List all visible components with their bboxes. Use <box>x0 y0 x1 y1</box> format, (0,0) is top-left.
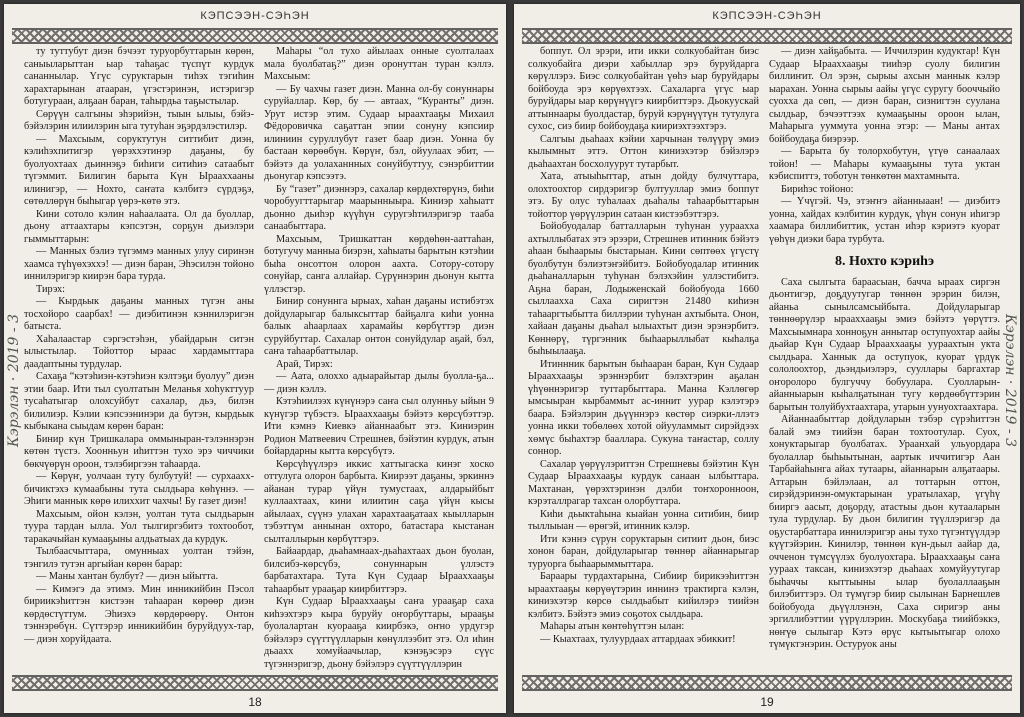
margin-handwritten-note: Кэрэлэн · 2019 - 3 <box>1002 314 1018 447</box>
paragraph: Саха сылгыта бараасыан, бачча ыраах сиргэн дьонтигэр, доҕдуутугар төннөн эрэрин билэн, айаньа сынылсамсыйбыта. Дойдуларыгар төннөөрүлэр ырааххааҕы эмиэ бэйэтэ үөрүттэ. Махсыымнара хонноҕун аннытар оступуохтар аайы дьайар Күн Судаар Ырааххааҕы уураахтын укта сылдьара. Ханнык да оступуок, куорат үрдүк сололоохтор, дьэндьиэлэрэ, сууллары баргахтар оҥоролоро булгуччу бобуулара. Суолларын-айанныарын кыһалҕатынан тугу көрдөөбүттэрин барытын толуйбухтаахтара, утарын уунуохтаахтара. <box>769 276 1000 413</box>
paragraph: Айаннаабыттар дойдуларын тэбэр сүрэһиттэн балай эмэ тиийэн баран тохтоотулар. Суох, хонуктарыгар буолбатах. Ураанхай ульуордара буолаллар быһыытынан, аартык иччитигэр Аан Тарбайаһынга айах тутаары, айаннарын алҕатаары. Аттарын бэйлэлаан, ал тоттарын оттон, сирэйдэринэн-омуктарынан уратылахар, үгүһү бииргэ аасыт, доҕорду, атастыы дьон кутааларын тула турдулар. Бу дьон билигин түүллэригэр да оҕустарбаттара иннилэригэр аны тухо түгэнтүүлдэр күүтэйэрин. Кинилэр, төннөн күн-дьыл аайар да, очченон түмсүүлэх буолуохтара. Ырааххааҕы саҥа уураах таксан, киниэхэтэр дьаһаах хомуйуутугар быһаччы кыттыыны ылар буолаллааҕын билэбиттэрэ. Ол түмүгэр биир сылынан Барнешлев бойобуода дьүүллэнэн, Саха сиригэр аны эргиллибэттии үүрүллэрин. Москубаҕа тиийбэккэ, нөҥүө сылыгар Кэтэ өрүс кытыытыгар олохо түмүктэнэрин. Остуруок аны <box>769 414 1000 650</box>
paragraph: Күн Судаар Ырааххааҕы саҥа урааҕар саха киһээхтэрэ кыра буруйу оҥорбуттары, ырааҕы буолалартан куорааҕа киирбэкэ, оҥно урдугэр бэйэлэрэ сүүттүүлларын көнүллээбит этэ. Ол иһин дьаахх хомуйаачылар, кэнэҕэсэрэ сүүс түгэннэригэр, дьону бэйэлэрэ сүүттүүллэрин <box>264 596 494 670</box>
text-columns <box>24 46 494 677</box>
running-head: КЭПСЭЭН-СЭҺЭН <box>712 10 822 22</box>
paragraph: Сахаҕа “кэтэһиэн-кэтэһиэн кэлтэҕи буолуу” диэн этии баар. Ити тыл суолтатын Меланья хоһукттуур тусаһатыгар олохсуйбут сахалар, дьэ, билэн билилиэр. Кэлии кэпсээнинэри да бутэн, кырдьык кыбыкана сыыдам көрөн баран: <box>24 371 254 432</box>
paragraph: Сахалар үөрүүлэриттэн Стрешневы бэйэтин Күн Судаар Ырааххааҕы курдук санаан ылбыттара. Махтанан, үөрэхтэринэн дэлби тоҥхоронноон, кэрэталлрагар тахсан олорбуттара. <box>528 458 759 507</box>
paragraph: Салгыы дьаһаах кэйии харчынан төлүүрү эмиэ кылымныт эттэ. Оттон киниэхэтэр бэйэлэрэ дьаһаахтан босхолуурут тутарбыт. <box>528 133 759 170</box>
paragraph: — Барыта бу толорхобутун, үтүө санаалаах тойон! — Маһары кумааҕыны тута уктан кэбиспиттэ, тоботун төнкөтөн махтамныта. <box>769 146 1000 182</box>
paragraph: Ити кэннэ сүрун соруктарын ситиит дьон, биэс хонон баран, дойдуларыгар төннөр айаннарыгар туруорга быһаарыммыттара. <box>528 533 759 570</box>
paragraph: Махсыым, ойон кэлэн, уолтан тута сылдьарын туура тардан ылла. Уол тылгиргэбитэ тохтообот, таракачыйан кумааҕыны алдьатыах да курдук. <box>24 508 254 545</box>
paragraph: — Үчүгэй. Чэ, этэҥҥэ айанныаан! — диэбитэ уонна, хайдах кэлбитин курдук, үһүн сонун иһигэр хаамара биллибиттик, устан иһэр кэриэтэ куорат үөһүн диэки бара турбута. <box>769 196 1000 245</box>
text-columns <box>528 46 1000 677</box>
text-column <box>769 46 1000 677</box>
paragraph: Кини сотоло кэлин наһаалаата. Ол да буоллар, дьону аттаахтары кэпсэтэн, сорҕун дьиэлэри гыммыттарын: <box>24 208 254 245</box>
top-ornament-border <box>522 28 1012 44</box>
paragraph: ту туттубут диэн бэчээт туруорбуттарын көрөн, саныыларыттан ыар таһаҕас түспүт курдук сананнылар. Үгүс суруктарын тиһэх тэгиһин харахтарынан атааран, үгэстэринэн, истэригэр ботугураан, алҕаан баран, таһырдьа таҕыстылар. <box>24 46 254 107</box>
paragraph: Хата, атыыһыттар, атын дойду булчуттара, олохтоохтор сирдэригэр бултууллар эмиэ боппут этэ. Бу олус туһалаах дьаһалы таһаарбыттарын тойоттор үөрүүлэрин сатаан кистээбэттэрэ. <box>528 171 759 220</box>
paragraph: Бу “газет” диэннэрэ, сахалар көрдөхтөрүнэ, биһи чоробуугттарыгар маарынныыра. Киниэр хаһыатт дьонно дьиһэр күүһүн суругэһтилэригэр тааба санаабыттара. <box>264 183 494 232</box>
paragraph: Бараары турдахтарына, Сибиир бирикээһиттэн ыраахтааҕы көрүөүтэрин иннинэ трактирга кэлэн, киниэхэтэр көрсө сылдьабыт кийилэрэ тиийэн кэлбитэ. Бэйэтэ эмиэ соҕотох сылдьара. <box>528 571 759 620</box>
text-column <box>24 46 254 677</box>
text-column <box>264 46 494 677</box>
paragraph: — Бу чахчы газет диэн. Манна ол-бу сонуннары суруйаллар. Көр, бу — автаах, “Куранты” диэн. Урут истэр этим. Судаар ыраахтааҕы Михаил Фёдоровичка саҕаттан эпии сонуну кэпсиир илиниин суруллубут газет баар диэн. Уонна бу бастаан көрөөбүн. Көрүҥ, бэл, ойуулаах эбит, — бэйэтэ да уолаханнных сонуйбуттуу, сэнэрбиттии дьонугар кэпсээтэ. <box>264 83 494 182</box>
paragraph: — диэн хайҕабыта. — Иччилэрин кудуктар! Күн Судаар Ырааххааҕы тииһэр суолу билигин биллиҥит. Ол эрэн, сырыы ахсын маннык кэлэр ыарахан. Уонна сырыы аайы үгүс суругу бооччыйо суохха да сөп, — диэн баран, сизнигтэн суулана сылдьар, бэчээттээх кумааҕыны ороон ылан, Маһарыга ууммута уонна этэр: — Маны антах бойбоудаҕа биэрээр. <box>769 46 1000 145</box>
page-number: 18 <box>248 695 262 709</box>
paragraph: Маһары атын көнтөһүттэн ылан: <box>540 621 685 632</box>
paragraph: — Кыахтаах, тулуурдаах аттардаах эбиккит! <box>540 633 736 645</box>
paragraph: Көрсүһүүлэрэ иккис хаттыгаска кинэг хоско оттулуга олорон барбыта. Киирээт даҕаны, эркиннэ айанан турар үйүн тумустаах, алдарыйбыт куллаахтаах, кини илиитин саҕа үйүн кысы айылаах, сүүнэ улахан харахтааҕатаах кыылларын тэбэттүм аннынан охторо, батастара кыстанан сылталлырын көрбүттэрэ. <box>264 458 494 545</box>
paragraph: Маһары “ол тухо айылаах онные суолталаах мала буолбатаҕ?” диэн оронуттан туран кэллэ. Махсыым: <box>264 46 494 82</box>
running-head: КЭПСЭЭН-СЭҺЭН <box>200 10 310 22</box>
paragraph: — Көрүҥ, уолчаан туту булбутуй! — сурхаахх-бичиктэхэ кумаабыны тута сылдьара көһүннэ. — Эһиги маннык көрө илиххит чахчы! Бу газет диэн! <box>24 471 254 507</box>
text-column <box>528 46 759 677</box>
paragraph: Бинир сонуннга ырыах, хаһан даҕаны истибэтэх дойдуларыгар балыксыттар байҕалга киһи уонна балык аһаарлаах харамайы көрбүттэр диэн суруйбуттар. Сахалар онтон сонуйдулар аҕай, бэл, саҥа таһаарбаттылар. <box>264 296 494 357</box>
top-ornament-border <box>12 28 498 44</box>
paragraph: боппут. Ол эрэри, ити икки солкуобайтан биэс солкуобайга диэри хабыллар эрэ буруйдарга көрүллэрэ. Биэс солкуобайтан үөһэ ыар буруйдары бойбоуда эрэ көрүөхтээх. Сахаларга үгүс ыар буруйдары ыар көрүнүүгэ киирбиттэрэ. Дьокуускай аттыннаары буолдастар, буруй кэрүнүүтүн тутулуга сухос, сиэ биир бойбоудаҕа киириэхтээхтэрэ. <box>528 46 759 132</box>
paragraph: Тылбаасчыттара, омунныах уолтан тэйэн, тэнгилэ тутэн аргыйан көрөн барар: <box>24 546 254 570</box>
paragraph: Тирэх: <box>36 283 65 295</box>
paragraph: Бинир күн Тришкалара оммыныран-тэлэннэрэн көтөн түстэ. Хоонньун иһиттэн тухо эрэ чиччики бөкчүөрүн ороон, тэлэбиргээн таһаарда. <box>24 433 254 470</box>
paragraph: — Кимэгэ да этимэ. Мин инникийбин Пэсол бириикэһиттэн кистээн таһааран көрөөр диэн көрдөстүттум. Эһиэхэ көрдөрөөрү. Онтон тэннэрөбүн. Сүттэрэр инникийбин буруйдуух-тар, — диэн хоруйдаата. <box>24 583 254 645</box>
margin-handwritten-note: Кэрэлэн · 2019 - 3 <box>6 314 22 447</box>
paragraph: Байаардар, дьаһамнаах-дьаһахтаах дьон буолан, билсибэ-көрсүбэ, сонуннарын үллэстэ барбатахтара. Тута Күн Судаар Ырааххааҕы таһаарбыт урааҕар киирбиттэрэ. <box>264 546 494 595</box>
paragraph: — Кырдьык даҕаны манных түгэн аны тосхойоро саарбах! — диэбитинэн кэннилэригэн батыста. <box>24 296 254 332</box>
paragraph: — Махсыым, соруктутун ситтибит диэн, кэлиһэхпитигэр үөрэххэтинэр даҕаны, бу буолуохтаах дьиннэҕэ биһиги ситиһиэ сатаабыт түгэммит. Билигин барыта Күн Ырааххааны илинигэр, — Нохто, саҥата кэлбитэ сүрдэҕэ, сөтөллөрүн быһыгар үөрэ-көтө этэ. <box>24 133 254 207</box>
page-number: 19 <box>760 695 774 709</box>
paragraph: Бириһэс тойоно: <box>781 183 854 195</box>
paragraph: Бойобуодалар батталларын туһунан уураахха ахтыллыбатах этэ эрээри, Стрешнев итинник бэйэтэ аһаан быһаарыы быстарыан. Кини сөптөөх үгүстү буолбутун бэлиэтэҥэйбитэ. Бойобуодалар итинник дьаһаналларын туһунан бэлэхэйин уллэстибитэ. Аҕна баран, Лодыженскай бойобуода 1660 сыллаахха Саха сиригтэн 21480 киһиэн таһааргтыбытта биллэрии туһунан ахтыбыта. Онон, хайаан даҕаны дьаһал ылыахтыт диэн эрэнэрбитэ. Көннөрү, түргэнник быһаарыллыбат кыһалҕа быһыылааҕа. <box>528 221 759 357</box>
right-page <box>514 4 1020 713</box>
paragraph: — Маны хантан булбут? — диэн ыйытта. <box>36 571 219 582</box>
paragraph: Хаһалаастар сэргэстэһэн, убайдарын ситэн ылыстылар. Тойоттор ыраас хардамыттара даадаптыны турдулар. <box>24 333 254 370</box>
paragraph: Араӣ, Тирэх: <box>276 358 333 370</box>
bottom-ornament-border <box>12 675 498 691</box>
paragraph: — Манных бэлиэ түгэммэ манных улуу сиринэн хаамса түһүөхэххэ! — диэн баран, Эһэсилэн тойоно иннилэригэр киирэн бара турда. <box>24 246 254 282</box>
chapter-heading: 8. Нохто кэриһэ <box>834 254 934 269</box>
paragraph: Киһи дьыктаһына кыайан уонна ситибин, биир тыллыыан — өрөгэй, итинник кэлэр. <box>528 508 759 532</box>
paragraph: Кэтэһиилээх күнүнэрэ саҥа сыл олунньу ыйын 9 күнүгэр түбэстэ. Ырааххааҕы бэйэтэ көрсүбэттэр. Ити кэмнэ Киевкэ айаннаабыт этэ. Киниэрин Родион Матвеевич Стрешнев, бэйэтин курдук, атын бойардарны кытта көрсүбүтэ. <box>264 396 494 457</box>
paragraph: Махсыым, Тришкаттан көрдөһөн-ааттаһан, ботугучу манныа биэрэн, хаһыаты барытын кэтэһии быһа онсоттон олорон аахта. Сотору-сотору сонуйар, санга аллайар. Сүрүннэрин дьонун кытта үллэстэр. <box>264 233 494 295</box>
paragraph: — Аата, олоххо адыарайытар дылы буолла-ҕа... — диэн кэллэ. <box>264 371 494 395</box>
bottom-ornament-border <box>522 675 1012 691</box>
paragraph: Итиннник барытын быһааран баран, Күн Судаар Ырааххааҕы эрэннэрбит бэлэхтэрин аҕалан үһүөннэригэр туттарбыттара. Манна Кэллөгөр ымсыыран кырбаммыт ас-иннит уурар кэлэтэрэ баара. Бэйэлэрин дьүүннэрэ көстөр сиэрки-ллэтэ уонна икки тобөлөөх хотой ойууламмыт сирэйдээх хөмүс быһахтэр бааллара. Сукуна таҥастар, соллу соннор. <box>528 358 759 457</box>
paragraph: Сөрүүн салгыны эһэрийэн, тыын ылыы, бэйэ-бэйэлэрин илиилэрин ыга тутуһан эҕэрдэлэстилэр. <box>24 108 254 132</box>
left-page <box>4 4 506 713</box>
